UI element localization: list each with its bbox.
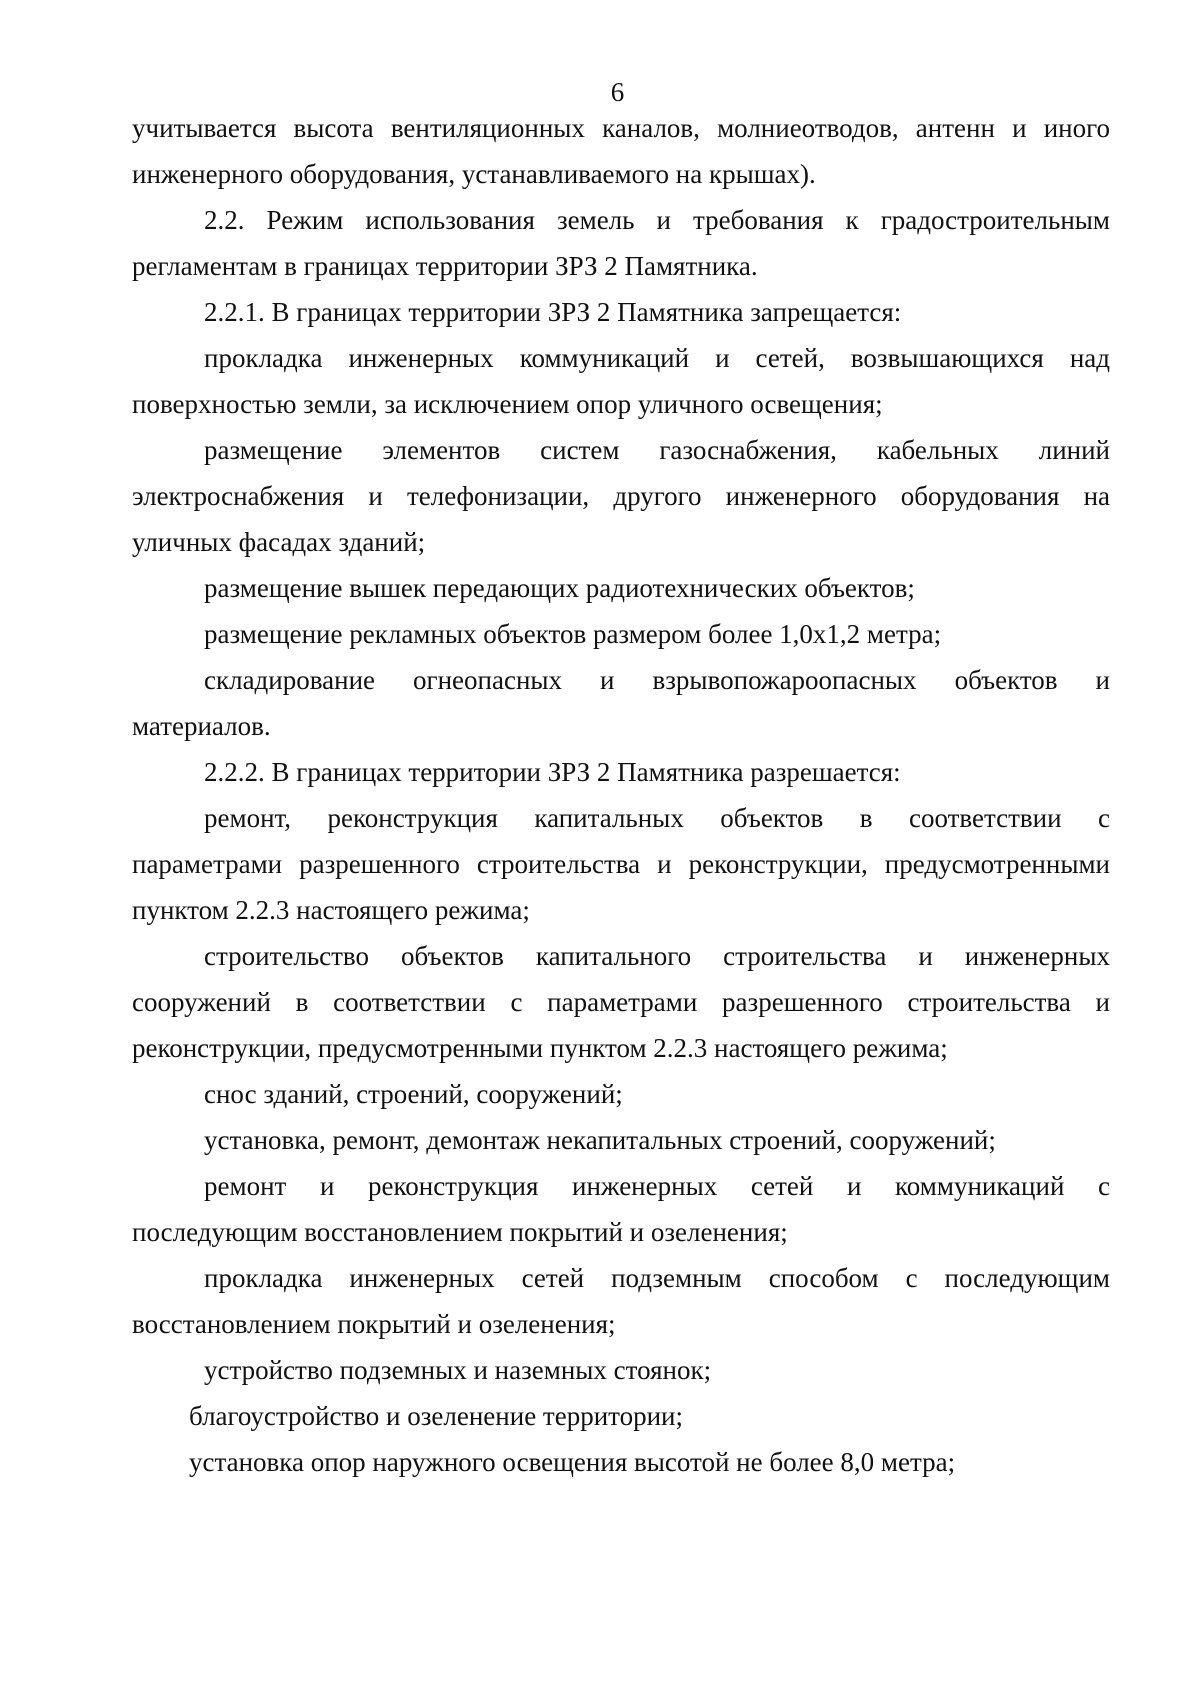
- section-heading-line: регламентам в границах территории ЗРЗ 2 Памятника.: [132, 251, 758, 281]
- list-item-line: размещение рекламных объектов размером более 1,0х1,2 метра;: [204, 619, 942, 649]
- text-line: учитывается высота вентиляционных каналов, молниеотводов, антенн и иного: [132, 113, 1110, 143]
- subsection-heading: 2.2.2. В границах территории ЗРЗ 2 Памятника разрешается:: [204, 757, 901, 787]
- list-item-line: устройство подземных и наземных стоянок;: [204, 1355, 712, 1385]
- list-item-line: ремонт и реконструкция инженерных сетей и коммуникаций с: [204, 1171, 1110, 1201]
- list-item-line: складирование огнеопасных и взрывопожароопасных объектов и: [204, 665, 1110, 695]
- list-item-line: реконструкции, предусмотренными пунктом 2.2.3 настоящего режима;: [132, 1033, 948, 1063]
- list-item-line: установка опор наружного освещения высотой не более 8,0 метра;: [189, 1447, 956, 1477]
- list-item-line: прокладка инженерных коммуникаций и сетей, возвышающихся над: [204, 343, 1110, 373]
- list-item-line: сооружений в соответствии с параметрами разрешенного строительства и: [132, 987, 1110, 1017]
- list-item-line: последующим восстановлением покрытий и озеленения;: [132, 1217, 788, 1247]
- list-item-line: установка, ремонт, демонтаж некапитальных строений, сооружений;: [204, 1125, 996, 1155]
- list-item-line: восстановлением покрытий и озеленения;: [132, 1309, 616, 1339]
- text-line: инженерного оборудования, устанавливаемого на крышах).: [132, 159, 816, 189]
- subsection-heading: 2.2.1. В границах территории ЗРЗ 2 Памятника запрещается:: [204, 297, 902, 327]
- list-item-line: прокладка инженерных сетей подземным способом с последующим: [204, 1263, 1110, 1293]
- list-item-line: ремонт, реконструкция капитальных объектов в соответствии с: [204, 803, 1110, 833]
- list-item-line: электроснабжения и телефонизации, другого инженерного оборудования на: [132, 481, 1110, 511]
- section-heading-line: 2.2. Режим использования земель и требования к градостроительным: [204, 205, 1110, 235]
- list-item-line: размещение вышек передающих радиотехнических объектов;: [204, 573, 915, 603]
- list-item-line: пунктом 2.2.3 настоящего режима;: [132, 895, 530, 925]
- list-item-line: материалов.: [132, 711, 271, 741]
- list-item-line: благоустройство и озеленение территории;: [189, 1401, 684, 1431]
- list-item-line: размещение элементов систем газоснабжения, кабельных линий: [204, 435, 1110, 465]
- list-item-line: снос зданий, строений, сооружений;: [204, 1079, 623, 1109]
- page-number: 6: [610, 77, 625, 107]
- list-item-line: строительство объектов капитального строительства и инженерных: [204, 941, 1110, 971]
- list-item-line: уличных фасадах зданий;: [132, 527, 426, 557]
- list-item-line: поверхностью земли, за исключением опор уличного освещения;: [132, 389, 883, 419]
- list-item-line: параметрами разрешенного строительства и реконструкции, предусмотренными: [132, 849, 1110, 879]
